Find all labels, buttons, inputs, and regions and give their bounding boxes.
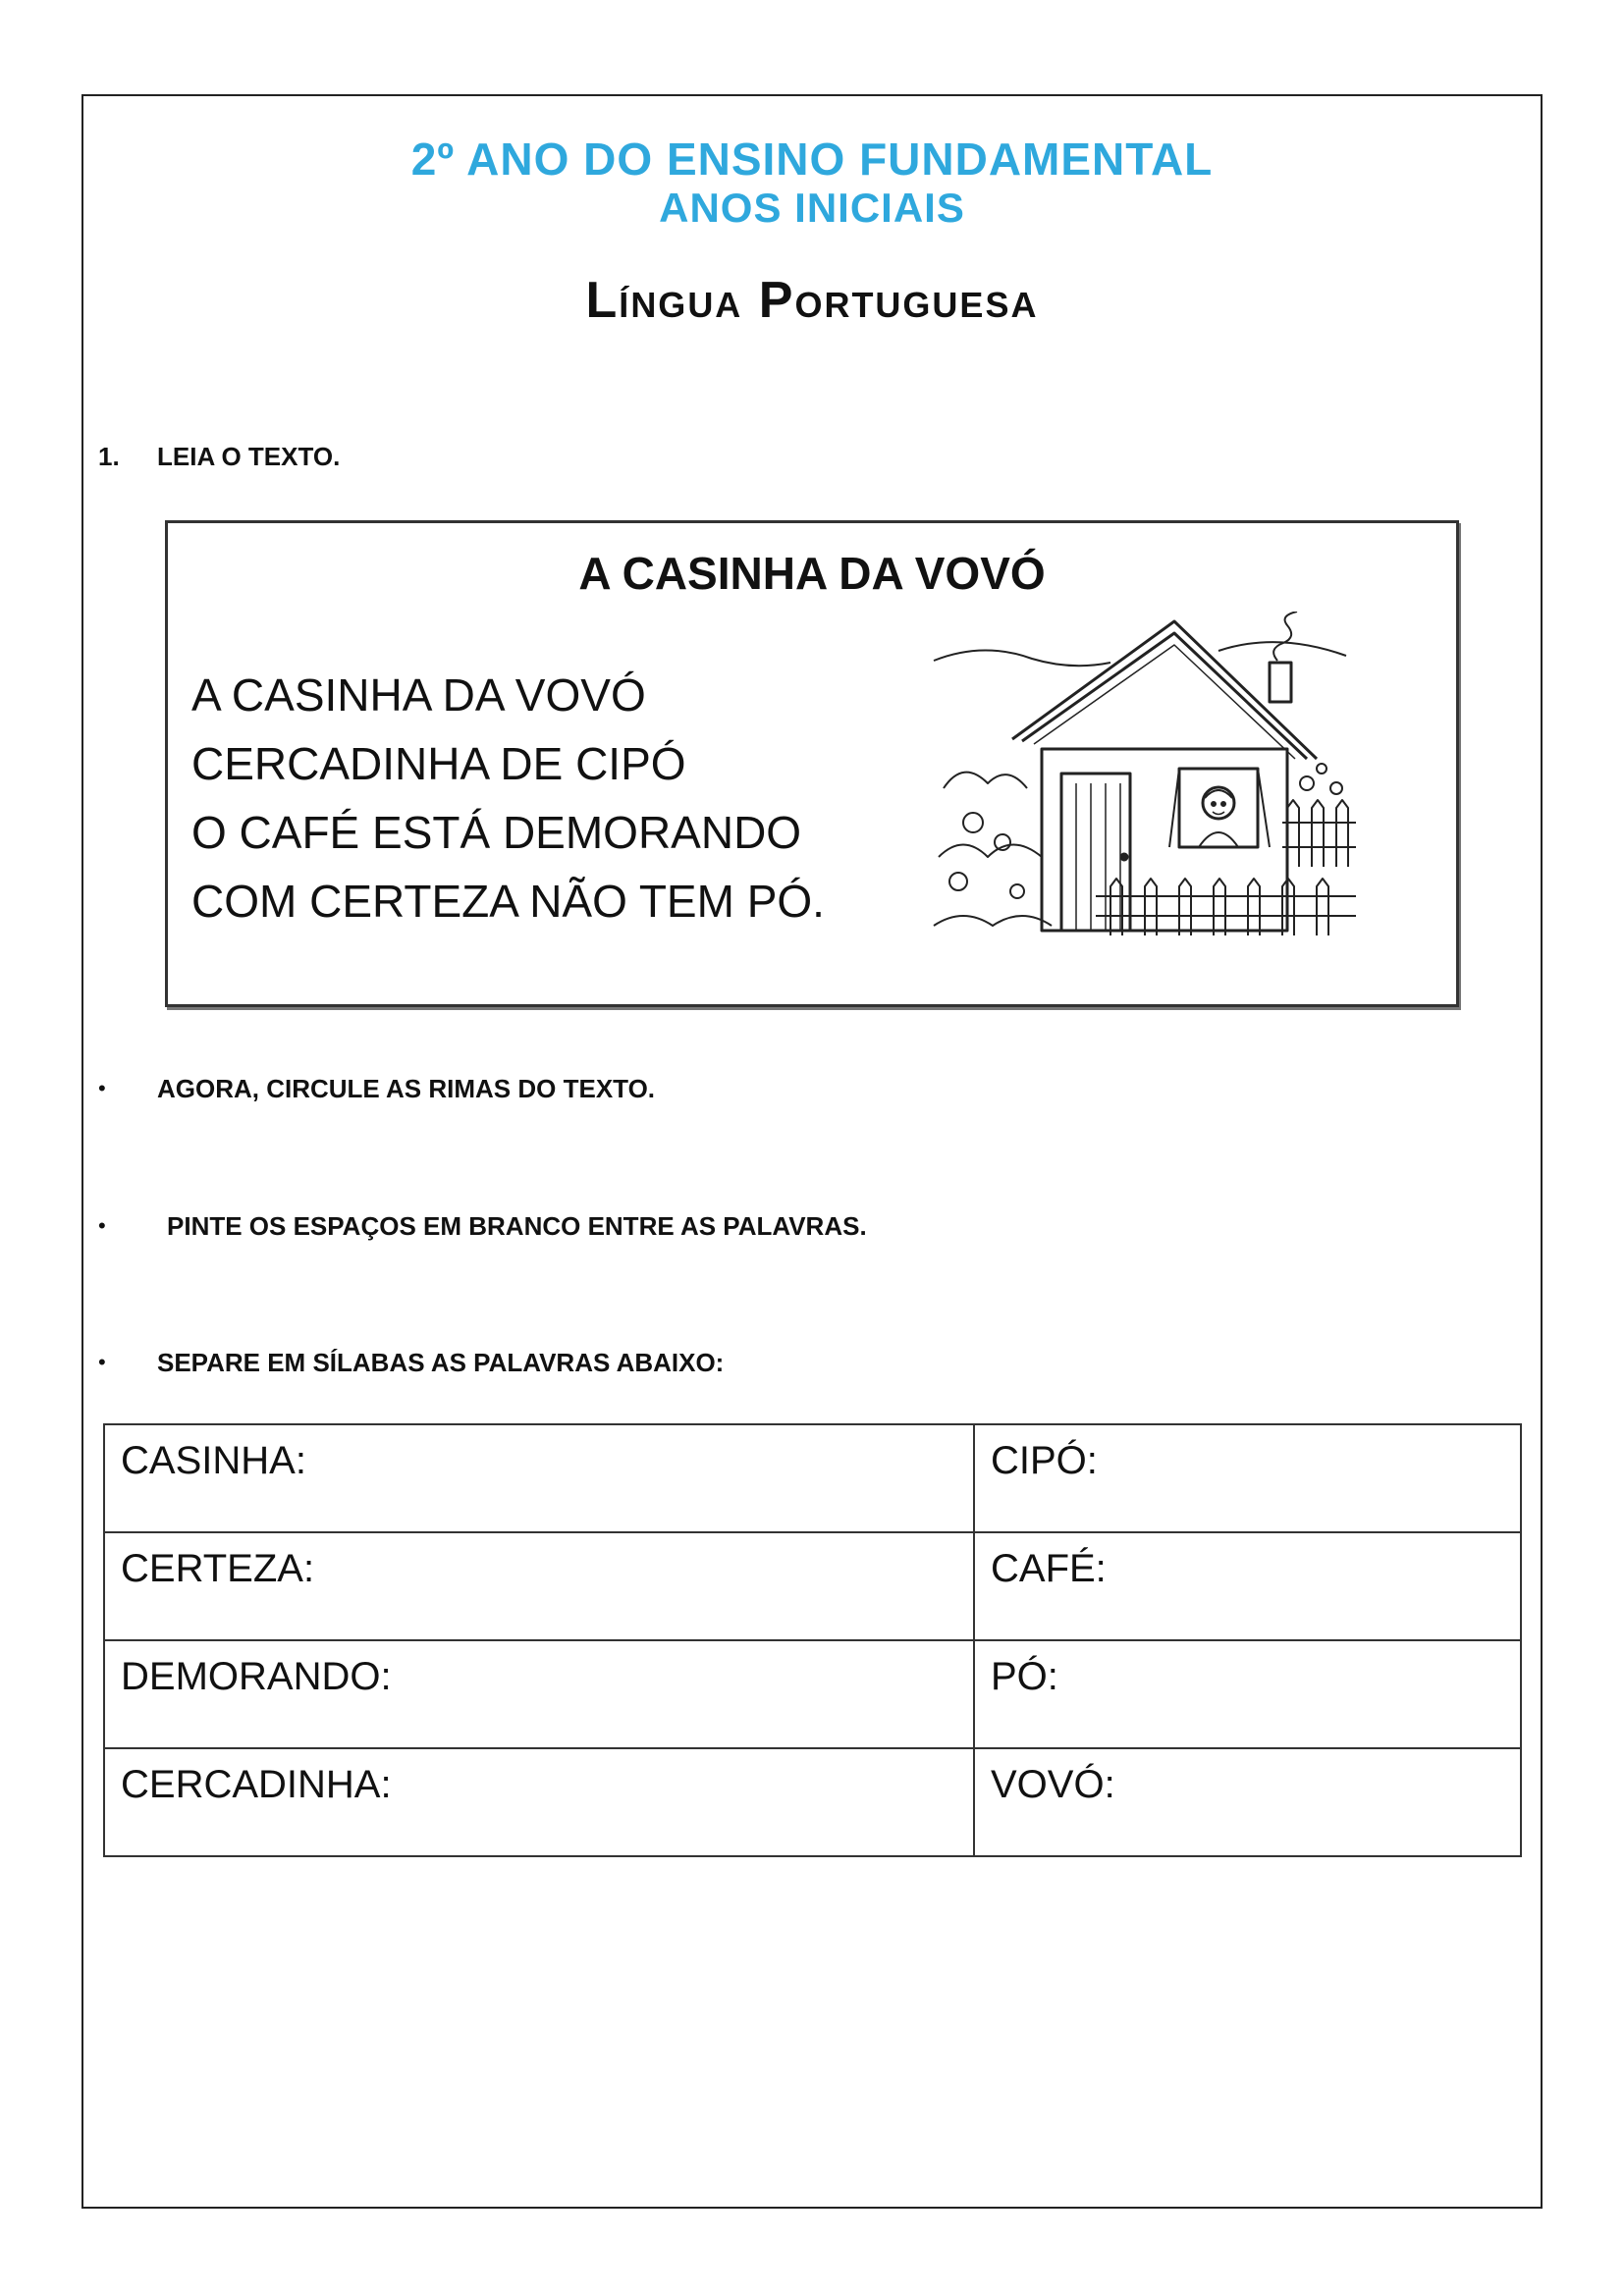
syllable-table — [103, 1423, 1522, 1857]
poem-line: COM CERTEZA NÃO TEM PÓ. — [191, 876, 825, 927]
word-cell[interactable]: DEMORANDO: — [104, 1640, 974, 1748]
stage-heading: ANOS INICIAIS — [659, 185, 965, 231]
bullet-icon: • — [98, 1350, 106, 1374]
poem-title: A CASINHA DA VOVÓ — [578, 548, 1046, 599]
question-number: 1. — [98, 442, 120, 471]
page-border — [81, 94, 1543, 2209]
bullet-icon: • — [98, 1213, 106, 1238]
table-row — [104, 1424, 1521, 1532]
instruction-paint-spaces: PINTE OS ESPAÇOS EM BRANCO ENTRE AS PALAVRAS. — [167, 1211, 867, 1241]
poem-line: A CASINHA DA VOVÓ — [191, 669, 646, 721]
table-row — [104, 1748, 1521, 1856]
table-row — [104, 1640, 1521, 1748]
word-cell[interactable]: CERCADINHA: — [104, 1748, 974, 1856]
word-cell[interactable]: CASINHA: — [104, 1424, 974, 1532]
word-cell[interactable]: VOVÓ: — [974, 1748, 1521, 1856]
instruction-circle-rhymes: AGORA, CIRCULE AS RIMAS DO TEXTO. — [157, 1074, 656, 1103]
word-cell[interactable]: CIPÓ: — [974, 1424, 1521, 1532]
subject-heading: Língua Portuguesa — [585, 272, 1039, 329]
instruction-separate-syllables: SEPARE EM SÍLABAS AS PALAVRAS ABAIXO: — [157, 1348, 725, 1377]
grade-heading: 2º ANO DO ENSINO FUNDAMENTAL — [410, 133, 1214, 185]
word-cell[interactable]: CAFÉ: — [974, 1532, 1521, 1640]
word-cell[interactable]: PÓ: — [974, 1640, 1521, 1748]
question-text: LEIA O TEXTO. — [157, 442, 341, 471]
word-cell[interactable]: CERTEZA: — [104, 1532, 974, 1640]
poem-line: CERCADINHA DE CIPÓ — [191, 738, 686, 789]
poem-line: O CAFÉ ESTÁ DEMORANDO — [191, 807, 802, 858]
house-illustration — [924, 612, 1356, 935]
bullet-icon: • — [98, 1076, 106, 1100]
poem-box — [165, 520, 1459, 1007]
table-row — [104, 1532, 1521, 1640]
